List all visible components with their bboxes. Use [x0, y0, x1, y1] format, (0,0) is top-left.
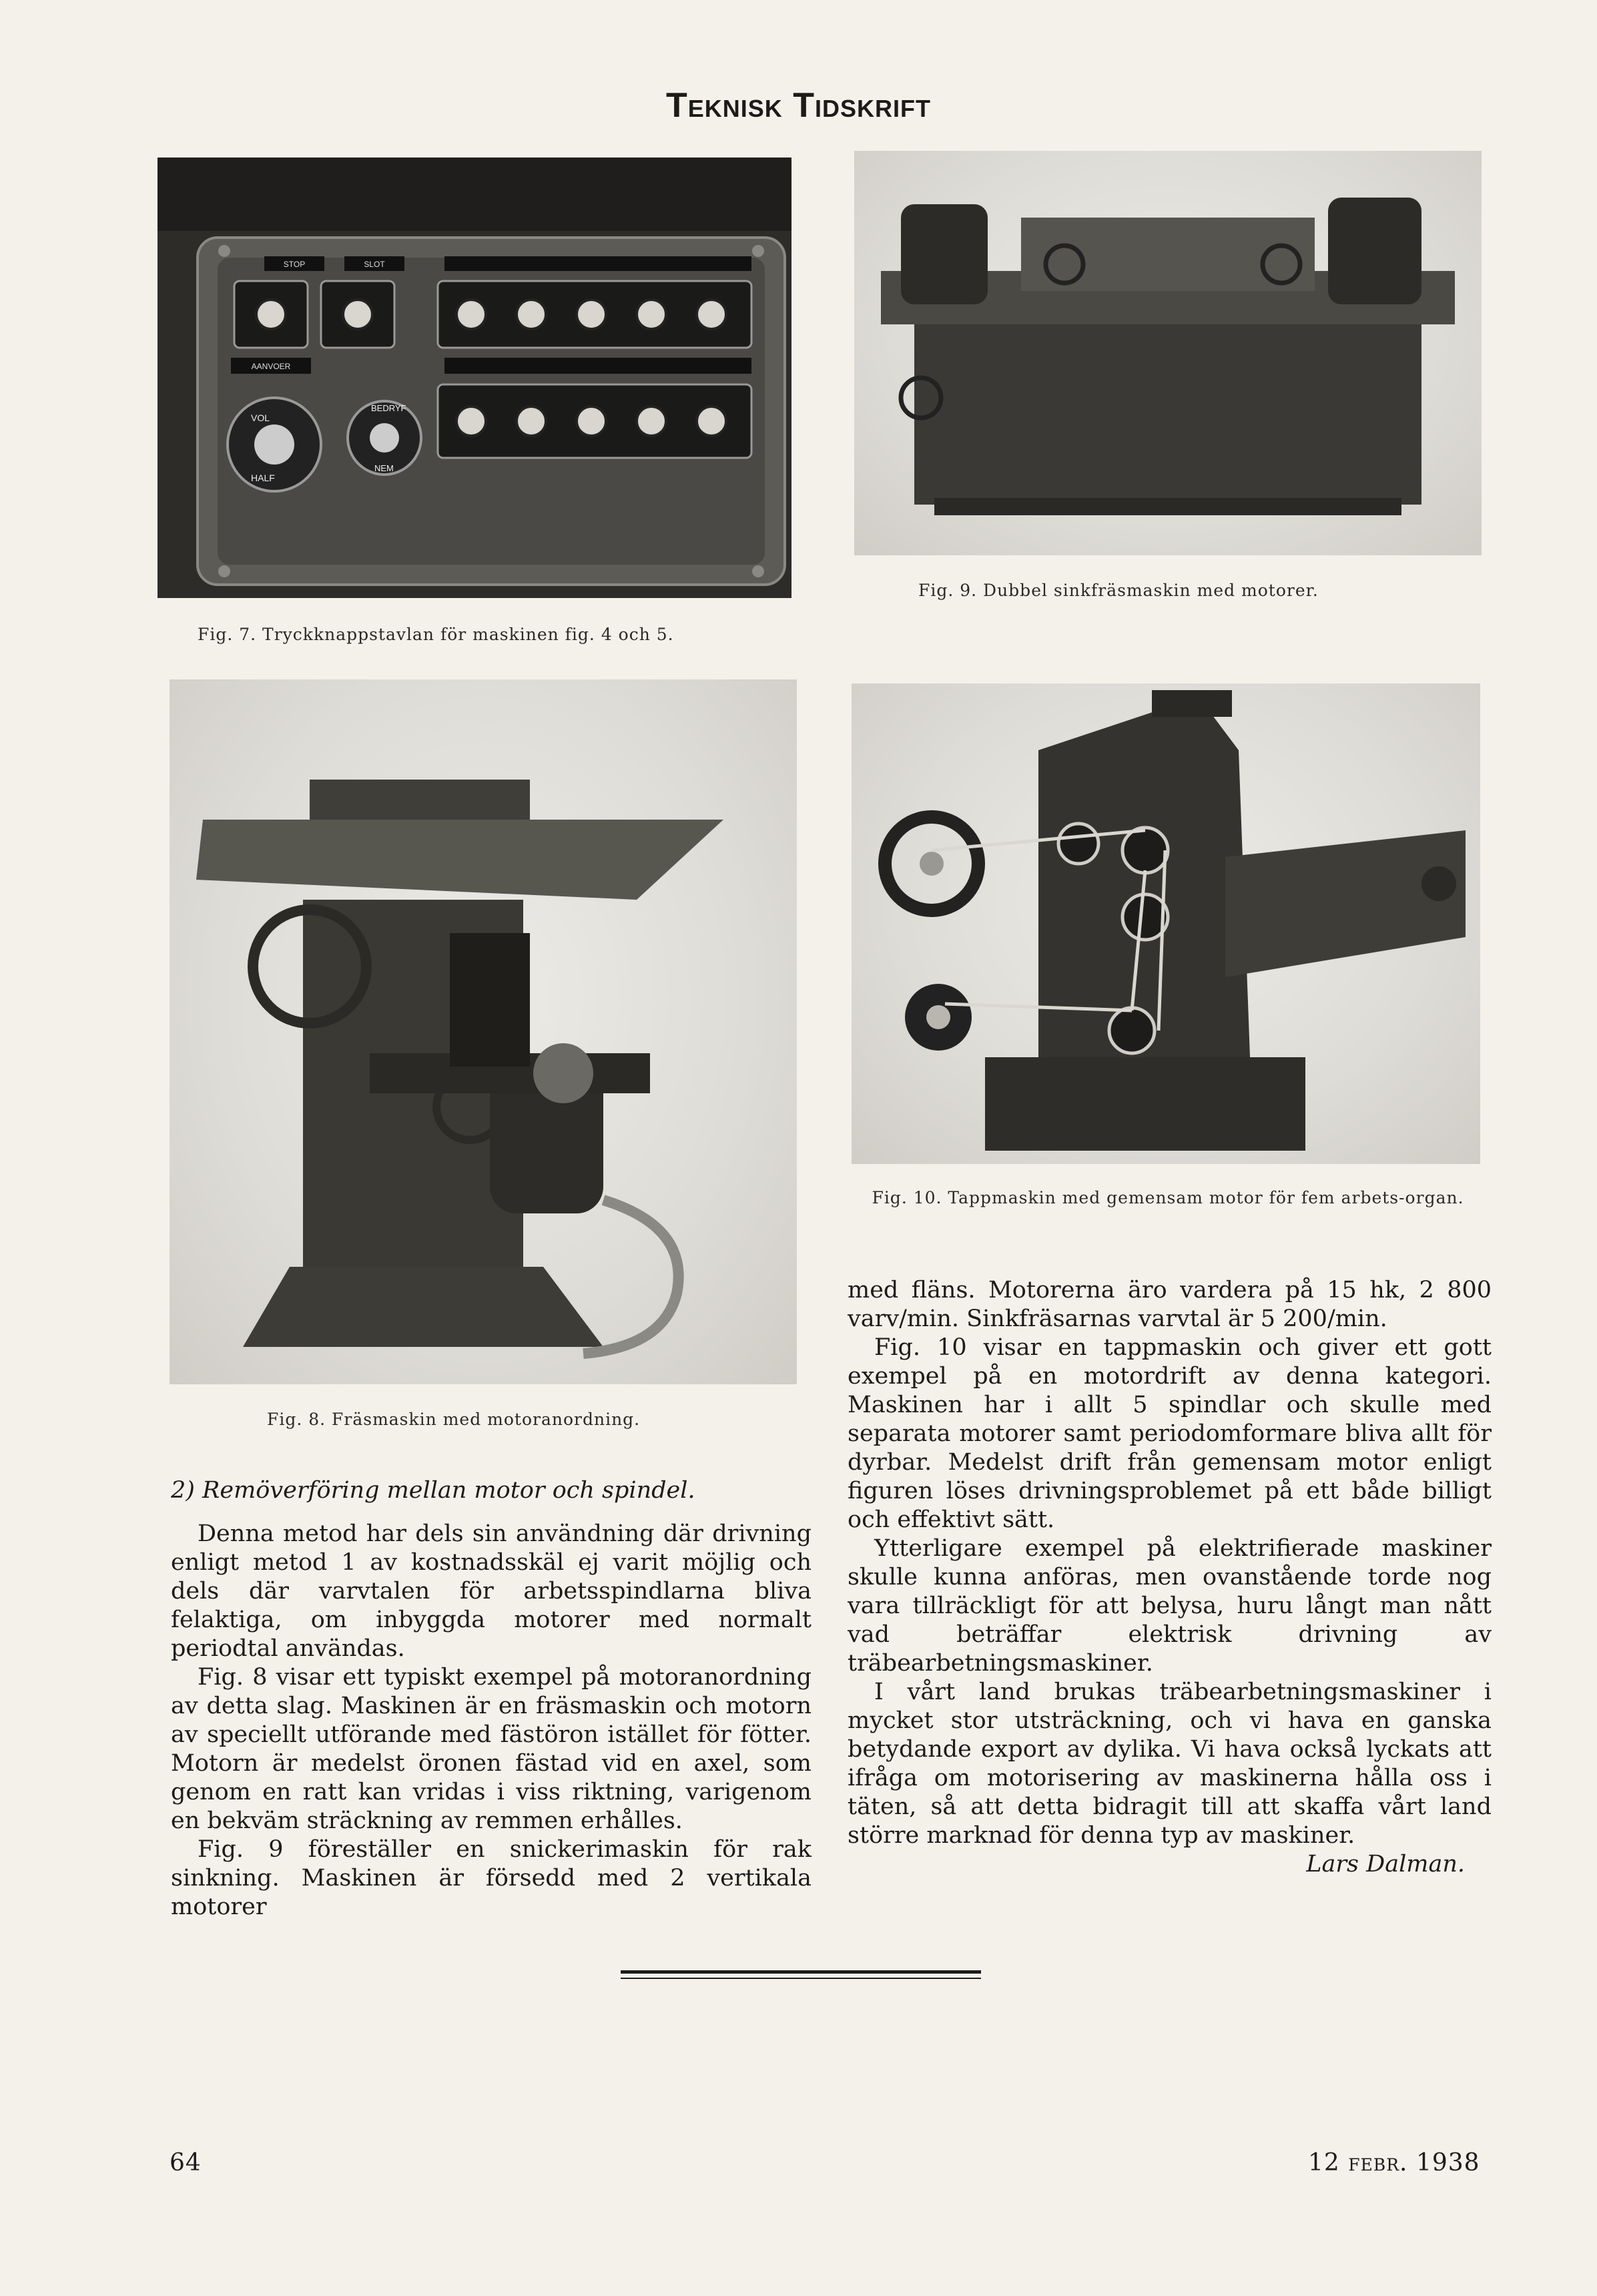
journal-title: Teknisk Tidskrift — [666, 86, 931, 125]
panel-label-slot: SLOT — [364, 260, 385, 269]
figure-7-photo — [157, 158, 791, 598]
dial-label-vol: VOL — [251, 412, 270, 423]
left-paragraph-3: Fig. 9 föreställer en snickerimaskin för rak sinkning. Maskinen är försedd med 2 vertikala motorer — [171, 1836, 812, 1920]
end-rule — [621, 1970, 981, 1979]
figure-10-photo — [852, 683, 1480, 1164]
right-paragraph-2: Fig. 10 visar en tappmaskin och giver ett gott exempel på en motordrift av denna kategori. Maskinen har i allt 5 spindlar och skulle med separata motorer samt periodomformare bliva allt för dyrbar. Medelst drift från gemensam motor enligt figuren löses drivningsproblemet på ett både billigt och effektivt sätt. — [848, 1334, 1492, 1533]
figure-9-caption: Fig. 9. Dubbel sinkfräsmaskin med motorer. — [918, 581, 1319, 600]
panel-label-aanvoer: AANVOER — [251, 362, 291, 371]
right-text-column — [848, 1276, 1492, 1879]
figure-10-caption: Fig. 10. Tappmaskin med gemensam motor för fem arbets-organ. — [872, 1188, 1464, 1207]
figure-9-photo — [854, 151, 1482, 555]
author-signature: Lars Dalman. — [1306, 1851, 1465, 1878]
left-text-column — [171, 1476, 812, 1922]
dial-label-nem: NEM — [374, 463, 394, 473]
issue-date-month: febr. — [1348, 2149, 1408, 2177]
dial-label-half: HALF — [251, 473, 275, 483]
right-paragraph-1: med fläns. Motorerna äro vardera på 15 hk, 2 800 varv/min. Sinkfräsarnas varvtal är 5 200/min. — [848, 1277, 1492, 1332]
issue-date-year: 1938 — [1415, 2149, 1480, 2177]
issue-date-day: 12 — [1308, 2149, 1340, 2177]
figure-7-caption: Fig. 7. Tryckknappstavlan för maskinen fig. 4 och 5. — [198, 625, 674, 644]
left-paragraph-1: Denna metod har dels sin användning där drivning enligt metod 1 av kostnadsskäl ej varit möjlig och dels där varvtalen för arbetsspindlarna bliva felaktiga, om inbyggda motorer med normalt periodtal användas. — [171, 1520, 812, 1662]
right-paragraph-4: I vårt land brukas träbearbetningsmaskiner i mycket stor utsträckning, och vi hava en ganska betydande export av dylika. Vi hava också lyckats att ifråga om motorisering av maskinerna hålla oss i täten, så att detta bidragit till att skaffa vårt land större marknad för denna typ av maskiner. — [848, 1679, 1492, 1849]
right-paragraph-3: Ytterligare exempel på elektrifierade maskiner skulle kunna anföras, men ovanstående torde nog vara tillräckligt för att belysa, huru långt man nått vad beträffar elektrisk drivning av träbearbetningsmaskiner. — [848, 1535, 1492, 1677]
page-number: 64 — [170, 2149, 202, 2177]
figure-8-photo — [170, 679, 797, 1384]
section-heading: 2) Remöverföring mellan motor och spindel. — [171, 1477, 695, 1504]
dial-label-bedryf: BEDRYF — [371, 403, 406, 413]
figure-8-caption: Fig. 8. Fräsmaskin med motoranordning. — [267, 1410, 641, 1429]
panel-label-stop: STOP — [283, 260, 306, 269]
issue-date — [1308, 2149, 1480, 2177]
left-paragraph-2: Fig. 8 visar ett typiskt exempel på motoranordning av detta slag. Maskinen är en fräsmaskin och motorn av speciellt utförande med fästöron istället för fötter. Motorn är medelst öronen fästad vid en axel, som genom en ratt kan vridas i viss riktning, varigenom en bekväm sträckning av remmen erhålles. — [171, 1664, 812, 1834]
